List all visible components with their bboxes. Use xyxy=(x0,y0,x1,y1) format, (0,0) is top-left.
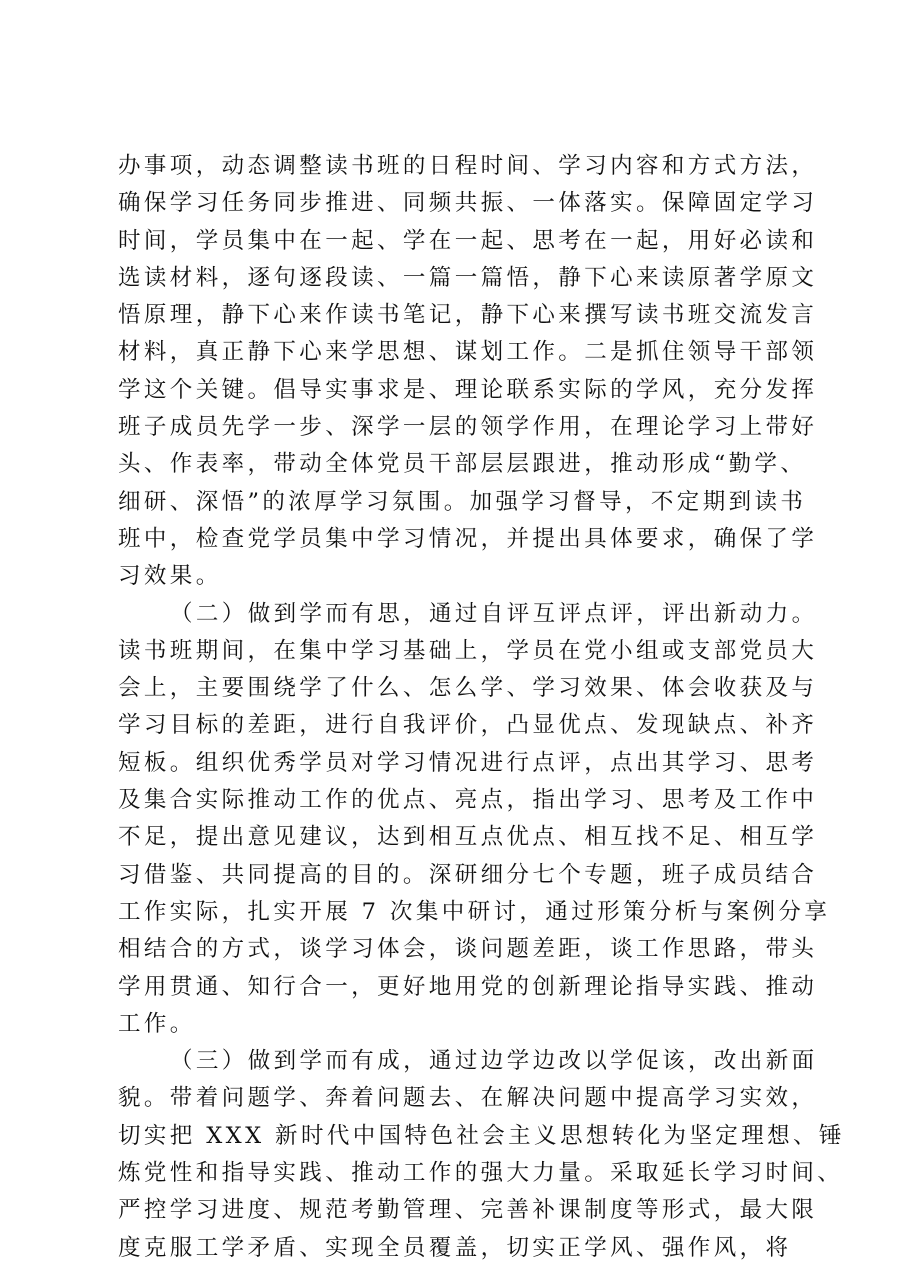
text-line: 不足，提出意见建议，达到相互点优点、相互找不足、相互学 xyxy=(118,824,818,851)
text-line: 学这个关键。倡导实事求是、理论联系实际的学风，充分发挥 xyxy=(118,376,818,403)
text-line: 工作实际，扎实开展 7 次集中研讨，通过形策分析与案例分享 xyxy=(118,898,831,925)
paragraph-heading-line: （三）做到学而有成，通过边学边改以学促该，改出新面 xyxy=(170,1048,818,1075)
text-line: 会上，主要围绕学了什么、怎么学、学习效果、体会收获及与 xyxy=(118,675,818,702)
text-line: 短板。组织优秀学员对学习情况进行点评，点出其学习、思考 xyxy=(118,749,818,776)
text-line: 学用贯通、知行合一，更好地用党的创新理论指导实践、推动 xyxy=(118,973,818,1000)
text-line: 选读材料，逐句逐段读、一篇一篇悟，静下心来读原著学原文 xyxy=(118,264,818,291)
text-line: 班子成员先学一步、深学一层的领学作用，在理论学习上带好 xyxy=(118,414,818,441)
body-text xyxy=(118,148,845,1267)
text-line: 切实把 XXX 新时代中国特色社会主义思想转化为坚定理想、锤 xyxy=(118,1122,845,1149)
text-line: 严控学习进度、规范考勤管理、完善补课制度等形式，最大限 xyxy=(118,1197,818,1224)
text-line: 及集合实际推动工作的优点、亮点，指出学习、思考及工作中 xyxy=(118,787,818,814)
text-line: 办事项，动态调整读书班的日程时间、学习内容和方式方法， xyxy=(118,153,818,179)
paragraph-heading-line: （二）做到学而有思，通过自评互评点评，评出新动力。 xyxy=(170,600,818,627)
text-line: 工作。 xyxy=(118,1010,196,1037)
text-line: 细研、深悟”的浓厚学习氛围。加强学习督导，不定期到读书 xyxy=(118,488,807,515)
text-line: 相结合的方式，谈学习体会，谈问题差距，谈工作思路，带头 xyxy=(118,936,818,963)
text-line: 习借鉴、共同提高的目的。深研细分七个专题，班子成员结合 xyxy=(118,861,818,888)
text-line: 材料，真正静下心来学思想、谋划工作。二是抓住领导干部领 xyxy=(118,339,818,366)
text-line: 习效果。 xyxy=(118,563,222,590)
text-line: 读书班期间，在集中学习基础上，学员在党小组或支部党员大 xyxy=(118,637,818,664)
text-line: 确保学习任务同步推进、同频共振、一体落实。保障固定学习 xyxy=(118,190,818,217)
text-line: 学习目标的差距，进行自我评价，凸显优点、发现缺点、补齐 xyxy=(118,712,818,739)
text-line: 头、作表率，带动全体党员干部层层跟进，推动形成“勤学、 xyxy=(118,451,807,478)
text-line: 时间，学员集中在一起、学在一起、思考在一起，用好必读和 xyxy=(118,227,818,254)
text-line: 悟原理，静下心来作读书笔记，静下心来撰写读书班交流发言 xyxy=(118,302,818,329)
text-line: 班中，检查党学员集中学习情况，并提出具体要求，确保了学 xyxy=(118,525,818,552)
text-line: 度克服工学矛盾、实现全员覆盖，切实正学风、强作风，将 xyxy=(118,1234,792,1261)
text-line: 貌。带着问题学、奔着问题去、在解决问题中提高学习实效， xyxy=(118,1085,818,1112)
text-line: 炼党性和指导实践、推动工作的强大力量。采取延长学习时间、 xyxy=(118,1160,844,1187)
